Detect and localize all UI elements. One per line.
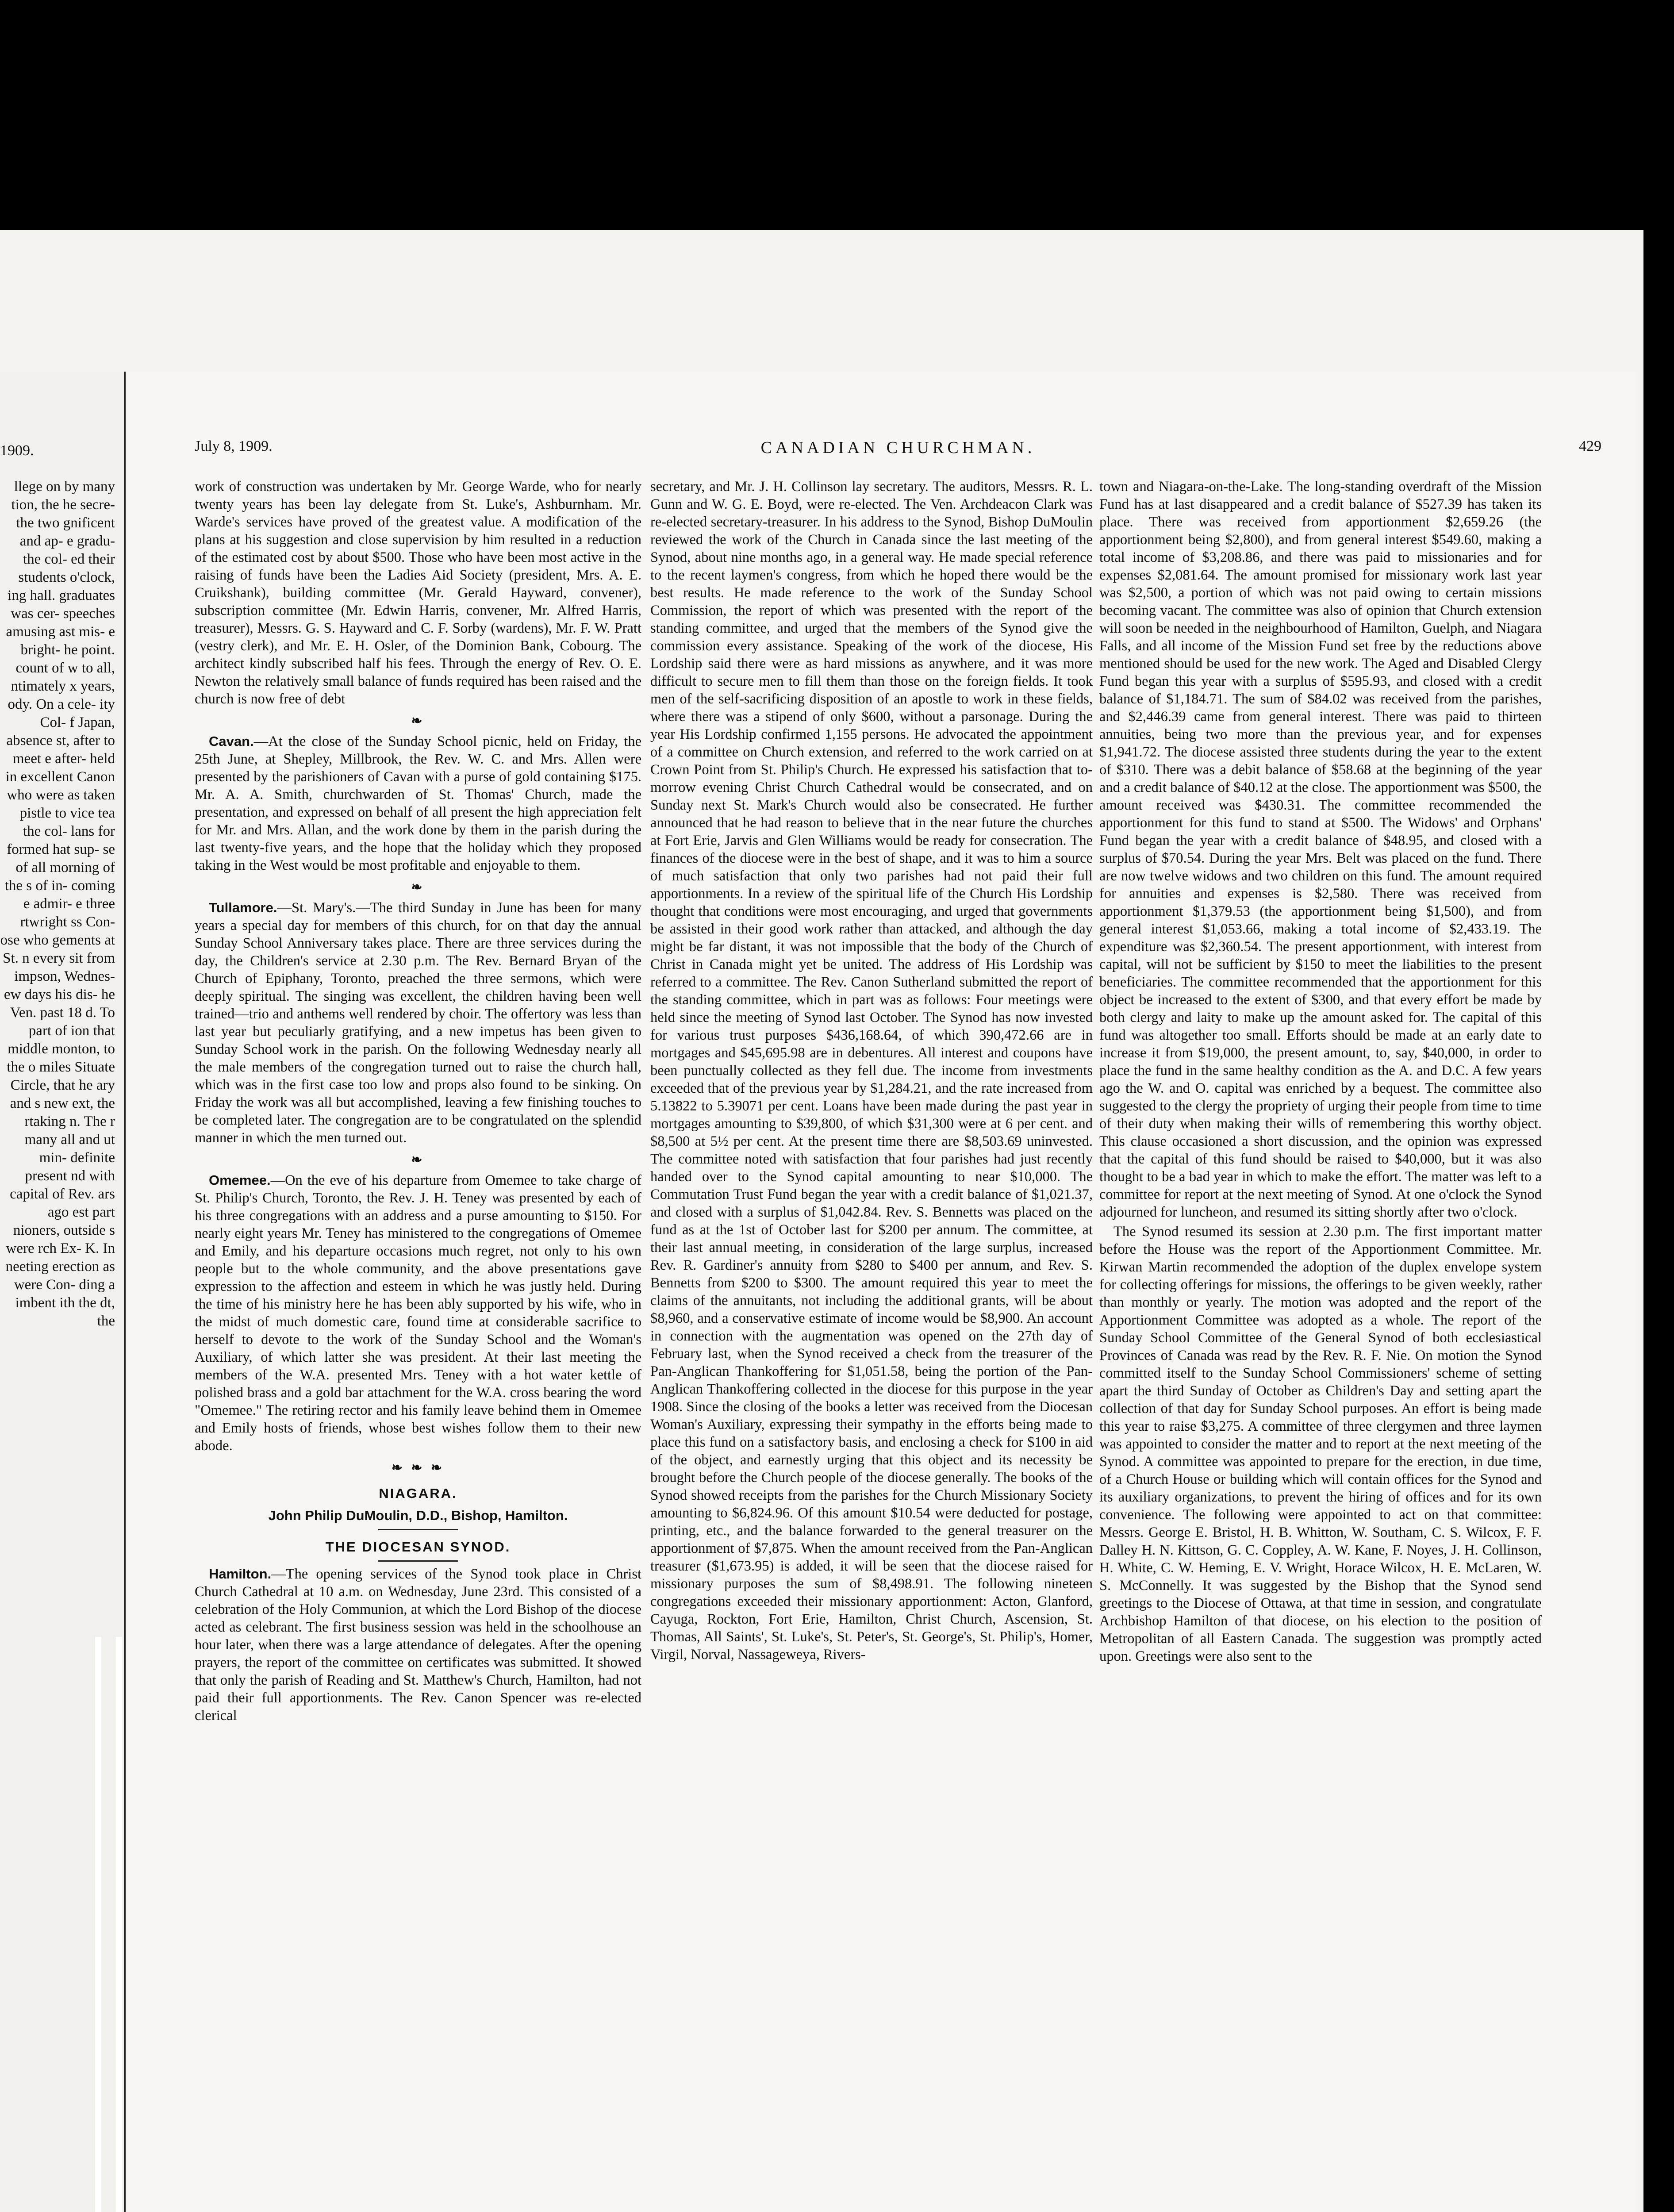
cavan-item [195,733,641,874]
diocese-heading: NIAGARA. [379,1486,457,1501]
synod-report-text: secretary, and Mr. J. H. Collinson lay secretary. The auditors, Messrs. R. L. Gunn and W. G. E. Boyd, were re-elected. The Ven. Archdeacon Clark was re-elected secretary-treasurer. In his address to the Synod, Bishop DuMoulin reviewed the work of the Church in Canada since the last meeting of the Synod, about nine months ago, in a general way. He made special reference to the recent laymen's congress, from which he hoped there would be the best results. He made reference to the work of the Sunday School Commission, the report of which was presented with the report of the standing committee, and urged that the members of the Synod give the commission every assistance. Speaking of the work of the diocese, His Lordship said there were as hard missions as anywhere, and it was more difficult to secure men to fill them than those on the foreign fields. It took men of the self-sacrificing disposition of an apostle to work in these fields, where there was a stipend of only $600, without a parsonage. During the year His Lordship confirmed 1,155 persons. He advocated the appointment of a committee on Church extension, and referred to the work carried on at Crown Point from St. Philip's Church. He expressed his satisfaction that to-morrow evening Christ Church Cathedral would be consecrated, and on Sunday next St. Mark's Church would also be consecrated. He further announced that he had reason to believe that in the near future the churches at Fort Erie, Jarvis and Glen Williams would be ready for consecration. The finances of the diocese were in the best of shape, and it was to him a source of much satisfaction that only two parishes had not paid their full apportionments. In a review of the spiritual life of the Church His Lordship thought that conditions were most encouraging, and urged that governments be assisted in their good work rather than attacked, and although the day might be far distant, it was not impossible that the body of the Church of Christ in Canada might yet be united. The address of His Lordship was referred to a committee. The Rev. Canon Sutherland submitted the report of the standing committee, which in part was as follows: Four meetings were held since the meeting of Synod last October. The Synod has now invested for various trust purposes $436,168.64, of which 390,472.66 are in mortgages and $45,695.98 are in debentures. All interest and coupons have been punctually collected as they fell due. The income from investments exceeded that of the previous year by $1,284.21, and the rate increased from 5.13822 to 5.39071 per cent. Loans have been made during the past year in mortgages amounting to $39,800, of which $31,300 were at 6 per cent. and $8,500 at 5½ per cent. At the present time there are $8,503.69 uninvested. The committee noted with satisfaction that four parishes had just recently handed over to the Synod capital amounting to near $10,000. The Commutation Trust Fund began the year with a credit balance of $1,021.37, and closed with a surplus of $1,042.84. Rev. S. Bennetts was placed on the fund as at the 1st of October last for $200 per annum. The committee, at their last annual meeting, in consideration of the large surplus, increased Rev. R. Gardiner's annuity from $280 to $400 per annum, and Rev. S. Bennetts from $200 to $300. The amount required this year to meet the claims of the annuitants, not including the additional grants, will be about $8,960, and a conservative estimate of income would be $8,900. An account in connection with the augmentation was opened on the 27th day of February last, when the Synod received a check from the treasurer of the Pan-Anglican Thankoffering for $1,051.58, being the portion of the Pan-Anglican Thankoffering collected in the diocese for this purpose in the year 1908. Since the closing of the books a letter was received from the Diocesan Woman's Auxiliary, expressing their sympathy in the efforts being made to place this fund on a satisfactory basis, and enclosing a check for $100 in aid of the object, and earnestly urging that this object and its necessity be brought before the Church people of the diocese generally. The books of the Synod showed receipts from the parishes for the Church Missionary Society amounting to $6,824.96. Of this amount $10.54 were deducted for postage, printing, etc., and the balance forwarded to the general treasurer on the apportionment of $7,875. When the amount received from the Pan-Anglican treasurer ($1,673.95) is added, it will be seen that the diocese raised for missionary purposes the sum of $8,498.91. The following nineteen congregations exceeded their missionary apportionment: Acton, Glanford, Cayuga, Rockton, Fort Erie, Hamilton, Christ Church, Ascension, St. Thomas, All Saints', St. Luke's, St. Peter's, St. George's, St. Philip's, Homer, Virgil, Norval, Nassageweya, Rivers- [650,479,1093,1663]
film-rail [116,1637,122,2212]
omemee-text: —On the eve of his departure from Omemee to take charge of St. Philip's Church, Toronto, the Rev. J. H. Teney was presented by each of his three congregations with an address and a purse amounting to $150. For nearly eight years Mr. Teney has ministered to the congregations of Omemee and Emily, and his departure occasions much regret, not only to his own people but to the whole community, and the above presentations gave expression to the affection and esteem in which he was justly held. During the time of his ministry here he has been ably supported by his wife, who in the midst of much domestic care, found time at considerable sacrifice to herself to devote to the work of the Sunday School and the Woman's Auxiliary, of which latter she was president. At their last meeting the members of the W.A. presented Mrs. Teney with a hot water kettle of polished brass and a gold bar attachment for the W.A. cross bearing the word "Omemee." The retiring rector and his family leave behind them in Omemee and Emily hosts of friends, whose best wishes follow them to their new abode. [195,1172,641,1454]
hamilton-item [195,1565,641,1724]
adjacent-page-header: 1909. [0,442,34,459]
omemee-item [195,1171,641,1455]
tullamore-item [195,899,641,1147]
tullamore-text: —St. Mary's.—The third Sunday in June has been for many years a special day for members of this church, for on that day the annual Sunday School Anniversary takes place. There are three services during the day, the Children's service at 2.30 p.m. The Rev. Bernard Bryan of the Church of Epiphany, Toronto, preached the three sermons, which were deeply spiritual. The singing was excellent, the children having been well trained—trio and anthems well rendered by choir. The offertory was less than last year but peculiarly gratifying, and a new impetus has been given to Sunday School work in the parish. On the following Wednesday nearly all the male members of the congregation turned out to raise the church hall, which was in the first case too low and props also found to be sinking. On Friday the work was all but accomplished, leaving a few finishing touches to be completed later. The congregation are to be congratulated on the splendid manner in which the men turned out. [195,900,641,1146]
synod-report-continued: town and Niagara-on-the-Lake. The long-standing overdraft of the Mission Fund has at last disappeared and a credit balance of $527.39 has taken its place. There was received from apportionment $2,659.26 (the apportionment being $2,800), and from general interest $549.60, making a total income of $3,208.86, and there was paid to missionaries and for expenses $2,081.64. The amount promised for missionary work last year was $2,500, a portion of which was not paid owing to certain missions becoming vacant. The committee was also of opinion that Church extension will soon be needed in the neighbourhood of Hamilton, Guelph, and Niagara Falls, and all income of the Mission Fund set free by the reductions above mentioned should be used for the new work. The Aged and Disabled Clergy Fund began this year with a surplus of $595.93, and closed with a credit balance of $1,184.71. The sum of $84.02 was received from the parishes, and $2,446.39 came from general interest. There was paid to thirteen annuities, being two more than the previous year, and for expenses $1,941.72. The diocese assisted three students during the year to the extent of $310. There was a debit balance of $58.68 at the beginning of the year and a credit balance of $40.12 at the close. The apportionment was $500, the amount received was $430.31. The committee recommended the apportionment for this fund to stand at $500. The Widows' and Orphans' Fund began the year with a credit balance of $48.95, and closed with a surplus of $70.54. During the year Mrs. Belt was placed on the fund. There are now twelve widows and two children on this fund. The amount required for annuities and expenses is $2,580. There was received from apportionment $1,379.53 (the apportionment being $1,500), and from general interest $1,053.66, making a total income of $2,433.19. The expenditure was $2,360.54. The present apportionment, with interest from capital, will not be sufficient by $150 to meet the liabilities to the present beneficiaries. The committee recommended that the apportionment for this object be increased to the extent of $300, and that every effort be made by both clergy and laity to make up the amount asked for. The capital of this fund was altogether too small. Efforts should be made at an early date to increase it from $19,000, the present amount, to, say, $40,000, in order to place the fund in the same healthy condition as the A. and D.C. A few years ago the W. and O. capital was enriched by a bequest. The committee also suggested to the clergy the propriety of urging their people from time to time of their duty when making their wills of remembering this worthy object. This clause occasioned a short discussion, and the opinion was expressed that the capital of this fund should be raised to $40,000, but it was also thought to be a bad year in which to make the effort. The matter was left to a committee for report at the next meeting of Synod. At one o'clock the Synod adjourned for luncheon, and resumed its sitting shortly after two o'clock. [1099,479,1542,1220]
afternoon-session: The Synod resumed its session at 2.30 p.m. The first important matter before the House was the report of the Apportionment Committee. Mr. Kirwan Martin recommended the adoption of the duplex envelope system for collecting offerings for missions, the offerings to be given weekly, rather than monthly or yearly. The motion was adopted and the report of the Apportionment Committee was adopted as a whole. The report of the Sunday School Committee of the General Synod of both ecclesiastical Provinces of Canada was read by the Rev. R. F. Nie. On motion the Synod committed itself to the Sunday School Commissioners' scheme of setting apart the third Sunday of October as Children's Day and setting apart the collection of that day for Sunday School purposes. An effort is being made this year to raise $3,275. A committee of three clergymen and three laymen was appointed to consider the matter and to report at the next meeting of the Synod. A committee was appointed to prepare for the erection, in due time, of a Church House or building which will contain offices for the Synod and its auxiliary organizations, to prevent the hiring of offices and for its own convenience. The following were appointed to act on that committee: Messrs. George E. Bristol, H. B. Whitton, W. Southam, C. S. Wilcox, F. F. Dalley H. N. Kittson, G. C. Coppley, A. W. Kane, F. Noyes, J. H. Collinson, H. White, C. W. Heming, E. V. Wright, Horace Wilcox, H. E. McLaren, W. S. McConnelly. It was suggested by the Bishop that the Synod send greetings to the Diocese of Ottawa, at that time in session, and congratulate Archbishop Hamilton of that diocese, on his election to the position of Metropolitan of all Eastern Canada. The suggestion was promptly acted upon. Greetings were also sent to the [1099,1224,1542,1664]
omemee-lead: Omemee. [209,1172,271,1188]
film-rail [95,1637,101,2212]
running-head [195,438,1601,465]
tullamore-lead: Tullamore. [209,900,277,915]
adjacent-page-text: llege on by many tion, the he secre- the two gnificent and ap- e gradu- the col- ed their students o'clock, ing hall. graduates was cer- speeches amusing ast mis- e bright- he point. count of w to all, ntimately x years, ody. On a cele- ity Col- f Japan, absence st, after to meet e after- held in excellent Canon who were as taken pistle to vice tea the col- lans for formed hat sup- se of all morning of the s of in- coming e admir- e three rtwright ss Con- ose who gements at St. n every sit from impson, Wednes- ew days his dis- he Ven. past 18 d. To part of ion that middle monton, to the o miles Situate Circle, that he ary and s new ext, the rtaking n. The r many all and ut min- definite present nd with capital of Rev. ars ago est part nioners, outside s were rch Ex- K. In neeting erection as were Con- ding a imbent ith the dt, the [0,479,115,1329]
synod-heading: THE DIOCESAN SYNOD. [325,1539,511,1555]
column-2 [650,478,1093,2212]
hamilton-lead: Hamilton. [209,1566,272,1582]
page-number: 429 [1579,438,1601,454]
section-ornament: ❧ [411,1152,425,1167]
cavan-text: —At the close of the Sunday School picnic, held on Friday, the 25th June, at Shepley, Millbrook, the Rev. W. C. and Mrs. Allen were presented by the parishioners of Cavan with a purse of gold containing $175. Mr. A. A. Smith, churchwarden of St. Thomas' Church, made the presentation, and expressed on behalf of all present the high appreciation felt for Mr. and Mrs. Allan, and the work done by them in the parish during the last twenty-five years, and the hope that the holiday which they proposed taking in the West would be most profitable and enjoyable to them. [195,733,641,873]
divider [378,1529,458,1530]
adjacent-page-strip [0,372,126,2212]
newspaper-page [0,372,1637,2212]
hamilton-text: —The opening services of the Synod took place in Christ Church Cathedral at 10 a.m. on Wednesday, June 23rd. This consisted of a celebration of the Holy Communion, at which the Lord Bishop of the diocese acted as celebrant. The first business session was held in the schoolhouse an hour later, when there was a large attendance of delegates. After the opening prayers, the report of the committee on certificates was submitted. It showed that only the parish of Reading and St. Matthew's Church, Hamilton, had not paid their full apportionments. The Rev. Canon Spencer was re-elected clerical [195,1566,641,1724]
article-continuation: work of construction was undertaken by Mr. George Warde, who for nearly twenty years has been lay delegate from St. Luke's, Ashburnham. Mr. Warde's services have proved of the greatest value. A modification of the plans at his suggestion and close supervision by him resulted in a reduction of the estimated cost by about $500. Those who have been most active in the raising of funds have been the Ladies Aid Society (president, Mrs. A. E. Cruikshank), building committee (Mr. Gerald Hayward, convener), subscription committee (Mr. Edwin Harris, convener, Mr. Alfred Harris, treasurer), Messrs. G. S. Hayward and C. F. Sorby (wardens), Mr. F. W. Pratt (vestry clerk), and Mr. E. H. Osler, of the Dominion Bank, Cobourg. The architect kindly subscribed half his fees. Through the energy of Rev. O. E. Newton the relatively small balance of funds required has been raised and the church is now free of debt [195,479,641,707]
section-ornament: ❧ [411,714,425,728]
publication-title: CANADIAN CHURCHMAN. [760,438,1036,457]
column-3 [1099,478,1542,2212]
film-right-edge [1643,0,1674,2212]
cavan-lead: Cavan. [209,733,254,749]
film-top-band [0,0,1674,230]
divider [378,1560,458,1562]
issue-date: July 8, 1909. [195,438,273,454]
bishop-line: John Philip DuMoulin, D.D., Bishop, Hamilton. [268,1508,568,1523]
section-ornament: ❧ ❧ ❧ [391,1460,445,1475]
column-1 [195,478,641,2212]
section-ornament: ❧ [411,880,425,895]
